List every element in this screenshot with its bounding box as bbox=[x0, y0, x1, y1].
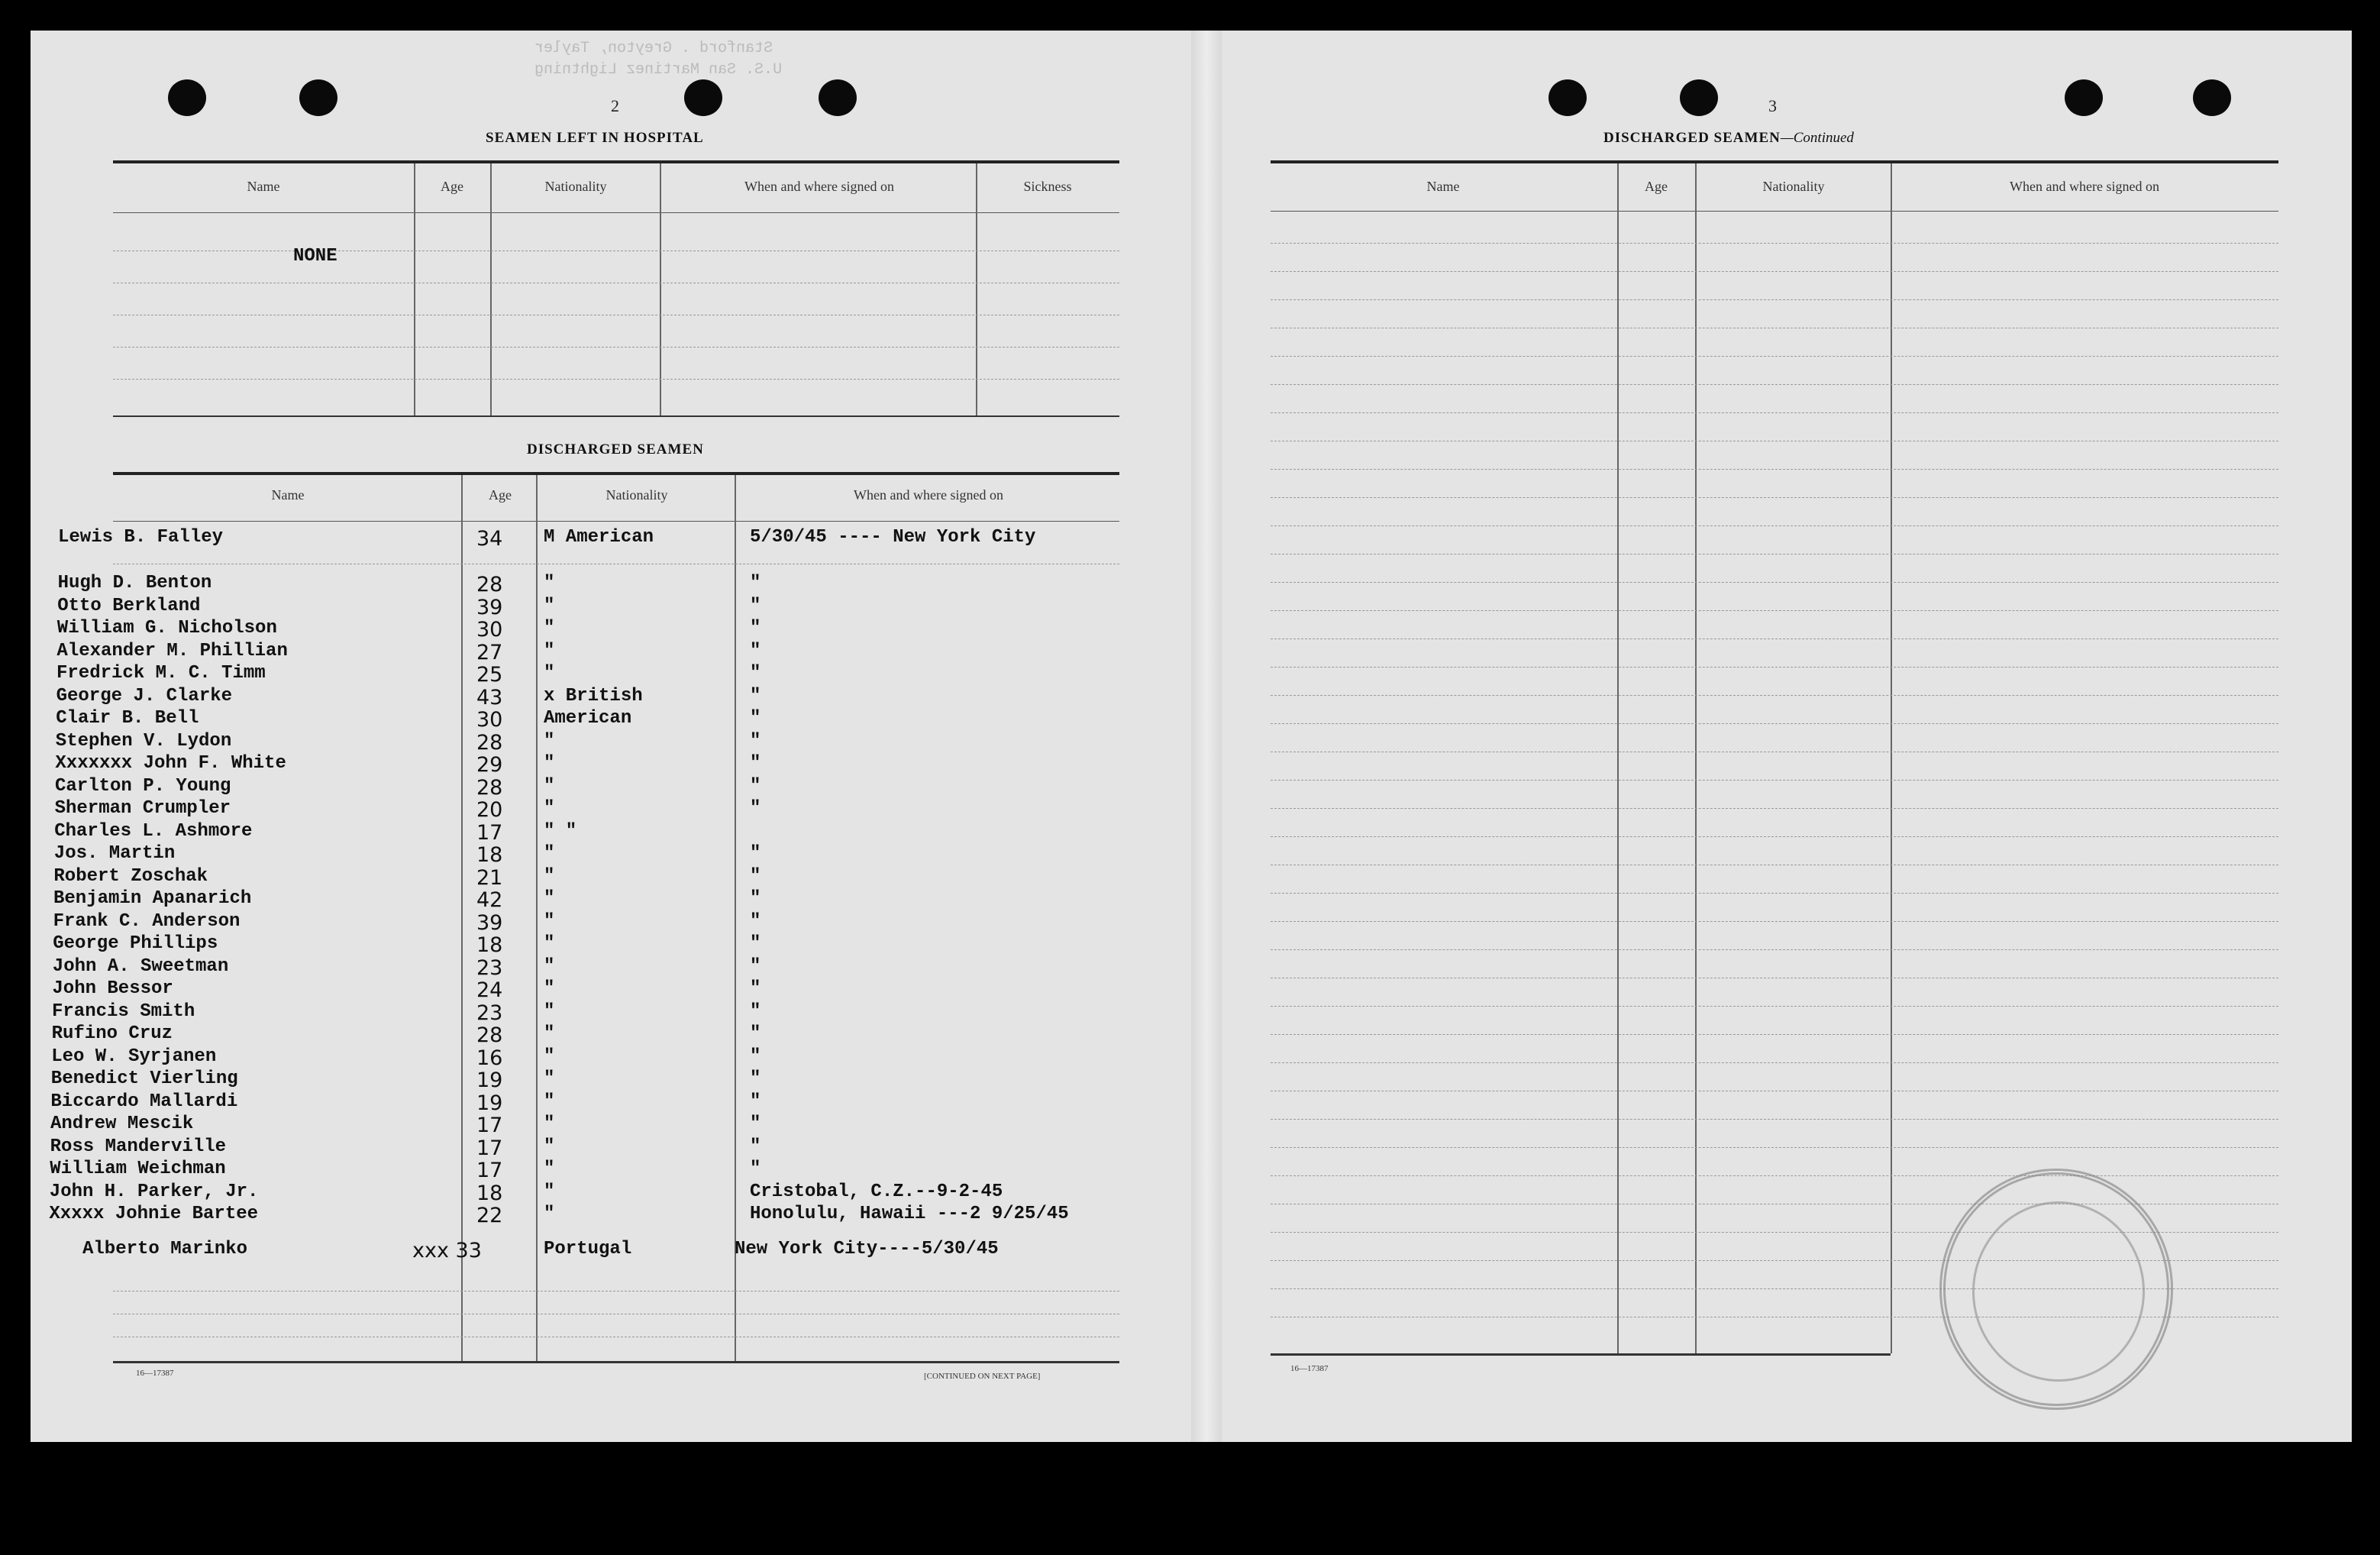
seaman-age: 16 bbox=[476, 1046, 503, 1070]
row-line bbox=[1271, 299, 2278, 300]
seaman-signed-on: " bbox=[750, 595, 761, 616]
row-line bbox=[1271, 808, 2278, 809]
seaman-name: Benjamin Apanarich bbox=[53, 888, 252, 909]
header-rule bbox=[113, 212, 1119, 213]
seaman-nationality: " bbox=[544, 595, 555, 616]
row-line bbox=[113, 1291, 1119, 1292]
seaman-nationality: " bbox=[544, 955, 555, 977]
row-line bbox=[1271, 780, 2278, 781]
table-top-rule bbox=[1271, 160, 2278, 163]
seaman-signed-on: " bbox=[750, 640, 761, 661]
row-line bbox=[1271, 1175, 2278, 1176]
seaman-nationality: " bbox=[544, 1091, 555, 1112]
seaman-age: 30 bbox=[476, 618, 503, 642]
col-header-age: Age bbox=[1645, 179, 1668, 194]
seaman-signed-on: " bbox=[750, 775, 761, 797]
seaman-age: 19 bbox=[476, 1068, 503, 1092]
row-line bbox=[1271, 1147, 2278, 1148]
row-line bbox=[1271, 921, 2278, 922]
seaman-signed-on: " bbox=[750, 1023, 761, 1044]
seaman-name: Charles L. Ashmore bbox=[54, 820, 253, 842]
seaman-nationality: " bbox=[544, 753, 555, 774]
seaman-signed-on: " bbox=[750, 685, 761, 706]
seaman-nationality: " bbox=[544, 1001, 555, 1022]
row-line bbox=[1271, 384, 2278, 385]
seaman-name: Francis Smith bbox=[52, 1001, 195, 1022]
seaman-nationality: American bbox=[544, 708, 632, 729]
row-line bbox=[1271, 836, 2278, 837]
row-line bbox=[1271, 243, 2278, 244]
row-line bbox=[1271, 638, 2278, 639]
row-line bbox=[1271, 723, 2278, 724]
page-gutter bbox=[1191, 31, 1222, 1442]
seaman-nationality: " bbox=[544, 1046, 555, 1067]
seaman-name: Rufino Cruz bbox=[51, 1023, 173, 1044]
table-top-rule bbox=[113, 472, 1119, 475]
seaman-age: 25 bbox=[476, 663, 503, 687]
seaman-signed-on: " bbox=[750, 888, 761, 909]
seaman-nationality: x British bbox=[544, 685, 643, 706]
seaman-age: 18 bbox=[476, 843, 503, 867]
seaman-age: 19 bbox=[476, 1091, 503, 1115]
seaman-age: 28 bbox=[476, 775, 503, 800]
seaman-signed-on: Honolulu, Hawaii ---2 9/25/45 bbox=[750, 1204, 1069, 1224]
row-line bbox=[1271, 695, 2278, 696]
seaman-signed-on: " bbox=[750, 753, 761, 774]
seaman-nationality: " bbox=[544, 1023, 555, 1044]
seaman-name: Lewis B. Falley bbox=[58, 527, 224, 548]
seaman-nationality: " bbox=[544, 618, 555, 638]
seaman-name: Hugh D. Benton bbox=[57, 573, 212, 593]
seaman-age: 42 bbox=[476, 888, 503, 912]
seaman-age: 17 bbox=[476, 1114, 503, 1137]
seaman-nationality: " bbox=[544, 640, 555, 661]
seaman-age: 22 bbox=[476, 1204, 503, 1227]
title-continued: —Continued bbox=[1780, 130, 1854, 146]
row-line bbox=[1271, 1062, 2278, 1063]
seaman-nationality: " bbox=[544, 865, 555, 887]
seaman-nationality: Portugal bbox=[544, 1239, 632, 1259]
seaman-signed-on: " bbox=[750, 843, 761, 864]
column-divider bbox=[414, 163, 415, 415]
seaman-name: Clair B. Bell bbox=[56, 708, 199, 729]
table-top-rule bbox=[113, 160, 1119, 163]
title-text: DISCHARGED SEAMEN bbox=[1603, 130, 1781, 146]
seaman-name: Alexander M. Phillian bbox=[57, 640, 288, 661]
seaman-nationality: " bbox=[544, 1068, 555, 1089]
seaman-signed-on: " bbox=[750, 865, 761, 887]
seaman-signed-on: " bbox=[750, 1001, 761, 1022]
discharged-continued-title bbox=[1603, 130, 1854, 147]
col-header-name: Name bbox=[271, 487, 305, 503]
seaman-signed-on: " bbox=[750, 730, 761, 752]
seaman-name: Otto Berkland bbox=[57, 595, 201, 616]
seaman-signed-on: " bbox=[750, 955, 761, 977]
bleed-through-text: Stanford . Greyton, Tayler bbox=[534, 40, 773, 57]
row-line bbox=[1271, 582, 2278, 583]
seaman-signed-on: 5/30/45 ---- New York City bbox=[750, 527, 1036, 548]
seaman-signed-on: " bbox=[750, 708, 761, 729]
col-header-sickness: Sickness bbox=[1023, 179, 1072, 194]
row-line bbox=[1271, 1119, 2278, 1120]
col-header-nationality: Nationality bbox=[1762, 179, 1825, 194]
col-header-nationality: Nationality bbox=[544, 179, 607, 194]
seaman-name: Leo W. Syrjanen bbox=[51, 1046, 217, 1067]
column-divider bbox=[490, 163, 492, 415]
table-bottom-rule bbox=[113, 415, 1119, 417]
row-line bbox=[1271, 610, 2278, 611]
col-header-signed-on: When and where signed on bbox=[854, 487, 1003, 503]
row-line bbox=[1271, 525, 2278, 526]
seaman-nationality: " " bbox=[544, 820, 577, 842]
seaman-signed-on: " bbox=[750, 1091, 761, 1112]
seaman-age: 21 bbox=[476, 865, 503, 890]
seaman-name: Alberto Marinko bbox=[82, 1239, 248, 1259]
seaman-age: 39 bbox=[476, 595, 503, 619]
seaman-age: 23 bbox=[476, 955, 503, 980]
seaman-nationality: " bbox=[544, 843, 555, 864]
row-line bbox=[1271, 667, 2278, 668]
col-header-name: Name bbox=[247, 179, 280, 194]
seaman-age: 43 bbox=[476, 685, 503, 710]
seaman-age: 29 bbox=[476, 753, 503, 777]
seaman-name: William G. Nicholson bbox=[57, 618, 277, 638]
seaman-age: 17 bbox=[476, 1136, 503, 1160]
seaman-name: Biccardo Mallardi bbox=[50, 1091, 238, 1112]
seaman-age: 27 bbox=[476, 640, 503, 664]
column-divider bbox=[976, 163, 977, 415]
seaman-age: 39 bbox=[476, 910, 503, 935]
row-line bbox=[1271, 949, 2278, 950]
seaman-name: George Phillips bbox=[53, 933, 218, 954]
col-header-name: Name bbox=[1426, 179, 1460, 194]
row-line bbox=[113, 347, 1119, 348]
seaman-age: 17 bbox=[476, 820, 503, 845]
col-header-signed-on: When and where signed on bbox=[2010, 179, 2159, 194]
seaman-age: xxx 33 bbox=[412, 1239, 482, 1262]
seaman-signed-on: " bbox=[750, 1114, 761, 1134]
seaman-nationality: " bbox=[544, 730, 555, 752]
seaman-signed-on: " bbox=[750, 618, 761, 638]
col-header-age: Age bbox=[441, 179, 463, 194]
seaman-age: 18 bbox=[476, 933, 503, 957]
page-number: 3 bbox=[1768, 96, 1777, 115]
seaman-name: Ross Manderville bbox=[50, 1136, 227, 1157]
seaman-age: 30 bbox=[476, 708, 503, 732]
col-header-age: Age bbox=[489, 487, 512, 503]
bleed-through-text: U.S. San Martinez Lightning bbox=[534, 61, 783, 79]
punch-hole bbox=[2193, 79, 2231, 116]
seaman-name: Robert Zoschak bbox=[53, 865, 208, 887]
col-header-signed-on: When and where signed on bbox=[744, 179, 894, 194]
stamp-inner-ring bbox=[1972, 1201, 2145, 1382]
row-line bbox=[1271, 412, 2278, 413]
hospital-section-title: SEAMEN LEFT IN HOSPITAL bbox=[486, 130, 704, 146]
seaman-name: Xxxxx Johnie Bartee bbox=[49, 1204, 259, 1224]
seaman-name: John H. Parker, Jr. bbox=[49, 1181, 259, 1202]
seaman-signed-on: " bbox=[750, 910, 761, 932]
punch-hole bbox=[1548, 79, 1587, 116]
seaman-signed-on: " bbox=[750, 1159, 761, 1179]
page-number: 2 bbox=[611, 96, 619, 115]
punch-hole bbox=[1680, 79, 1718, 116]
seaman-name: Fredrick M. C. Timm bbox=[57, 663, 266, 684]
seaman-name: Jos. Martin bbox=[53, 843, 176, 864]
seaman-nationality: " bbox=[544, 910, 555, 932]
seaman-name: Andrew Mescik bbox=[50, 1114, 194, 1134]
table-bottom-rule bbox=[113, 1361, 1119, 1363]
row-line bbox=[1271, 497, 2278, 498]
seaman-name: John Bessor bbox=[52, 978, 173, 999]
seaman-nationality: " bbox=[544, 1136, 555, 1157]
seaman-age: 28 bbox=[476, 730, 503, 755]
seaman-nationality: " bbox=[544, 1114, 555, 1134]
continued-note: [CONTINUED ON NEXT PAGE] bbox=[924, 1372, 1041, 1381]
seaman-age: 28 bbox=[476, 1023, 503, 1047]
seaman-nationality: " bbox=[544, 798, 555, 819]
seaman-name: Sherman Crumpler bbox=[54, 798, 231, 819]
seaman-name: John A. Sweetman bbox=[52, 955, 229, 977]
column-divider bbox=[660, 163, 661, 415]
row-line bbox=[1271, 271, 2278, 272]
form-number: 16—17387 bbox=[1290, 1364, 1329, 1373]
seaman-nationality: " bbox=[544, 1159, 555, 1179]
seaman-nationality: " bbox=[544, 573, 555, 593]
seaman-name: Stephen V. Lydon bbox=[55, 730, 232, 752]
seaman-nationality: " bbox=[544, 978, 555, 999]
seaman-nationality: " bbox=[544, 1181, 555, 1202]
seaman-signed-on: New York City----5/30/45 bbox=[735, 1239, 999, 1259]
column-divider bbox=[735, 475, 736, 1361]
header-rule bbox=[113, 521, 1119, 522]
column-divider bbox=[536, 475, 538, 1361]
seaman-age: 34 bbox=[476, 527, 503, 551]
seaman-name: Frank C. Anderson bbox=[53, 910, 241, 932]
header-rule bbox=[1271, 211, 2278, 212]
row-line bbox=[113, 379, 1119, 380]
seaman-name: Xxxxxxx John F. White bbox=[55, 753, 286, 774]
seaman-nationality: " bbox=[544, 933, 555, 954]
row-line bbox=[1271, 469, 2278, 470]
seaman-signed-on: Cristobal, C.Z.--9-2-45 bbox=[750, 1181, 1003, 1202]
col-header-nationality: Nationality bbox=[605, 487, 668, 503]
form-number: 16—17387 bbox=[136, 1369, 174, 1378]
seaman-age: 24 bbox=[476, 978, 503, 1002]
seaman-signed-on: " bbox=[750, 1068, 761, 1089]
seaman-signed-on: " bbox=[750, 1046, 761, 1067]
seaman-name: George J. Clarke bbox=[56, 685, 233, 706]
seaman-signed-on: " bbox=[750, 978, 761, 999]
seaman-name: William Weichman bbox=[50, 1159, 226, 1179]
row-line bbox=[1271, 1034, 2278, 1035]
seaman-name: Carlton P. Young bbox=[55, 775, 231, 797]
seaman-nationality: " bbox=[544, 1204, 555, 1224]
seaman-age: 23 bbox=[476, 1001, 503, 1025]
column-divider bbox=[461, 475, 463, 1361]
seaman-signed-on: " bbox=[750, 1136, 761, 1157]
seaman-nationality: " bbox=[544, 775, 555, 797]
seaman-nationality: " bbox=[544, 663, 555, 684]
seaman-signed-on: " bbox=[750, 798, 761, 819]
punch-hole bbox=[2065, 79, 2103, 116]
discharged-section-title: DISCHARGED SEAMEN bbox=[527, 441, 704, 457]
row-line bbox=[1271, 356, 2278, 357]
seaman-nationality: " bbox=[544, 888, 555, 909]
punch-hole bbox=[684, 79, 722, 116]
punch-hole bbox=[168, 79, 206, 116]
seaman-nationality: M American bbox=[544, 527, 654, 548]
table-bottom-rule bbox=[1271, 1353, 1891, 1356]
row-line bbox=[1271, 893, 2278, 894]
seaman-age: 18 bbox=[476, 1181, 503, 1205]
immigration-stamp bbox=[1939, 1169, 2173, 1410]
seaman-age: 17 bbox=[476, 1159, 503, 1182]
seaman-age: 20 bbox=[476, 798, 503, 822]
seaman-name: Benedict Vierling bbox=[50, 1068, 238, 1089]
punch-hole bbox=[299, 79, 337, 116]
row-line bbox=[1271, 1006, 2278, 1007]
seaman-age: 28 bbox=[476, 573, 503, 596]
hospital-none-entry: NONE bbox=[293, 246, 337, 267]
seaman-signed-on: " bbox=[750, 663, 761, 684]
seaman-signed-on: " bbox=[750, 573, 761, 593]
punch-hole bbox=[819, 79, 857, 116]
seaman-signed-on: " bbox=[750, 933, 761, 954]
